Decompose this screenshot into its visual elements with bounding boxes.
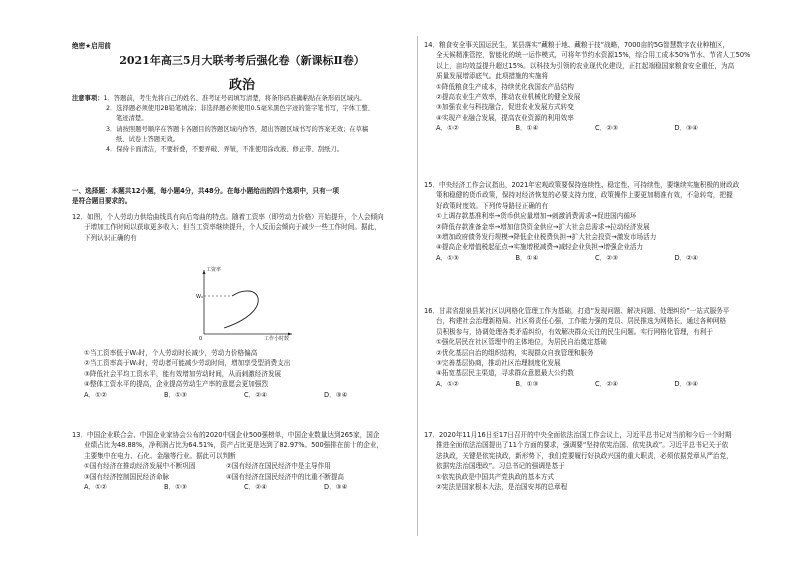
labor-supply-curve-diagram — [188, 262, 298, 342]
option: ③增加政府债务发行规模→降低企业税费负担→扩大社会投资→激发市场活力 — [436, 233, 657, 242]
question-text: 主要集中在电力、石化、金融等行业。据此可以判断 — [84, 451, 236, 460]
answer-c[interactable]: C．②④ — [244, 390, 268, 399]
question-text: 依据宪法治国理政”。习总书记的强调是基于 — [436, 462, 565, 471]
answer-a[interactable]: A．①② — [84, 390, 107, 399]
question-text: 16．甘肃省甜泉县某社区以网格化管理工作为基础，打造“发现问题、解决问题、处理纠纷”一站式服务平 — [424, 307, 730, 315]
question-text: 17．2020年11月16日至17日召开的中央全面依法治国工作会议上，习近平总书记对当前和今后一个时期 — [424, 431, 732, 439]
question-text: 策和稳健的货币政策，保持对经济恢复的必要支持力度，政策操作上要更加精准有效，不急转弯，把握 — [436, 191, 733, 200]
option: ①强化居民在社区管理中的主体地位，为居民自治奠定基础 — [436, 338, 607, 347]
answer-d[interactable]: D．③④ — [324, 483, 348, 492]
subject-title: 政治 — [228, 78, 255, 93]
option: ④拓宽基层民主渠道，寻求群众意愿最大公约数 — [436, 369, 574, 378]
answer-choices — [84, 390, 412, 400]
answer-c[interactable]: C．②③ — [595, 253, 619, 262]
question-text: 13．中国企业联合会、中国企业家协会公布的2020中国企业500强榜单，中国企业数量达到265家，国企 — [72, 431, 380, 439]
option: ①上调存款基准利率→货币供应量增加→刺激消费需求→促进国内循环 — [436, 212, 637, 221]
section-heading-line: 是符合题目要求的。 — [72, 197, 132, 206]
option: ①降低粮食生产成本，持续优化我国农产品结构 — [436, 82, 574, 91]
option: ②国有经济在国民经济中是主导作用 — [226, 462, 331, 471]
note-item: 1．答题前，考生先将自己的姓名、准考证号码填写清楚，将条形码准确粘贴在条形码区域内。 — [103, 95, 366, 102]
exam-notes — [72, 94, 412, 155]
y-axis-label: 工资率 — [206, 267, 222, 273]
answer-c[interactable]: C．②④ — [244, 483, 268, 492]
option: ①当工资率低于W₀时，个人劳动时长减少，劳动力价格偏高 — [84, 349, 258, 357]
question-text: 质量发展增添底气。此项措施的实施将 — [436, 72, 549, 81]
answer-a[interactable]: A．①② — [84, 483, 107, 492]
note-item: 4．保持卡面清洁，不要折叠，不要弄破、弄皱，不准使用涂改液、修正带、刮纸刀。 — [106, 146, 343, 154]
answer-b[interactable]: B．①③ — [515, 379, 539, 388]
secret-tag: 绝密★启用前 — [72, 42, 111, 50]
answer-c[interactable]: C．②③ — [595, 124, 619, 133]
option: ②降低存款准备金率→增加信贷资金供应→扩大社会总需求→拉动经济发展 — [436, 222, 650, 231]
answer-choices — [84, 482, 412, 492]
answer-d[interactable]: D．③④ — [674, 124, 698, 133]
question-text: 12．如图，个人劳动力供给曲线具有向后弯曲的特点。随着工资率（即劳动力价格）开始提升，个人会倾向 — [72, 213, 384, 221]
note-item: 2．选择题必须使用2B铅笔填涂；非选择题必须使用0.5毫米黑色字迹的签字笔书写，字体工整、 — [106, 105, 374, 113]
option: ③国有经济控制国民经济命脉 — [84, 472, 170, 481]
answer-d[interactable]: D．③④ — [674, 379, 698, 388]
answer-a[interactable]: A．①② — [436, 379, 459, 388]
answer-choices — [436, 379, 754, 389]
exam-title: 2021年高三5月大联考考后强化卷（新课标Ⅱ卷） — [119, 54, 365, 67]
question-text: 员积极参与，协调处理各类矛盾纠纷，有效解决群众关注的民生问题。实行网格化管理，有利于 — [436, 327, 713, 336]
question-text: 好政策时度效。下列传导路径正确的有 — [436, 201, 549, 210]
option: ①依宪执政是中国共产党执政的基本方式 — [436, 472, 555, 481]
question-text: 台，构建社会治理新格局。社区将责任心强，工作能力强的党员、居民推选为网格长，通过各种网格 — [436, 317, 727, 326]
section-heading-line: 一、选择题：本题共12小题，每小题4分，共48分。在每小题给出的四个选项中，只有一项 — [72, 187, 339, 195]
question-14 — [424, 40, 754, 134]
w0-label: W₀ — [196, 294, 203, 300]
option: ③加强农业与科技融合，促进农业发展方式转变 — [436, 103, 574, 112]
option: ④提高企业增值税起征点→实施增税减费→减轻企业负担→增强企业活力 — [436, 243, 644, 252]
answer-choices — [436, 123, 754, 133]
question-text: 全天候精准管控，智能化的统一运作模式，可将年节约水资源15%，综合用工成本50%节水、节省人工50% — [436, 51, 751, 60]
answer-c[interactable]: C．②④ — [595, 379, 619, 388]
note-item: 纸、试卷上答题无效。 — [116, 135, 179, 143]
question-text: 14．粮食安全事关国运民生，某县落实“藏粮于地、藏粮于技”战略，7000亩的5G智慧数字农业种植区， — [424, 41, 730, 49]
option: ①国有经济在推动经济发展中不断巩固 — [84, 462, 196, 471]
column-divider — [417, 36, 418, 536]
question-12 — [72, 212, 412, 243]
question-13 — [72, 430, 412, 492]
answer-d[interactable]: D．③④ — [324, 390, 348, 399]
option: ③完善基层协商，推动社区治理制度化发展 — [436, 359, 561, 368]
question-text: 于增加工作时间以获取更多收入；但当工资率继续提升，个人反而会倾向于减少一些工作时间。据此， — [84, 223, 381, 232]
notes-label: 注意事项： — [72, 95, 104, 102]
option: ②当工资率高于W₀时，劳动者可能减少劳动时间，增加享受型消费支出 — [84, 359, 291, 368]
question-16 — [424, 306, 754, 389]
question-text: 以上，亩均效益提升超过15%。以科技为引领的农业现代化建设，正扛起端稳国家粮食安全重任，为高 — [436, 61, 735, 70]
answer-a[interactable]: A．①② — [436, 124, 459, 133]
x-axis-label: 工作小时数 — [264, 336, 290, 342]
question-text: 推进全面依法治国提出了11个方面的要求，强调要“坚持依宪治国、依宪执政”。习近平总书记关于依 — [436, 441, 729, 450]
question-17 — [424, 430, 754, 492]
option: ④国有经济在国民经济中的比重不断提高 — [226, 472, 345, 481]
option: ③降低社会平均工资水平，能有效增加劳动时间，从而刺激经济发展 — [84, 369, 282, 378]
question-12-options — [84, 348, 412, 400]
answer-b[interactable]: B．①③ — [164, 483, 187, 492]
answer-d[interactable]: D．②④ — [674, 253, 698, 262]
question-text: 15．中央经济工作会议指出，2021年宏观政策要保持连续性、稳定性、可持续性，要继续实施积极的财政政 — [424, 181, 740, 189]
question-text: 业绩占比为48.88%，净利润占比为64.51%，资产占比更是达到了82.97%。500强排在前十的企业， — [84, 441, 384, 450]
answer-choices — [436, 253, 754, 263]
section-heading — [72, 186, 412, 207]
answer-b[interactable]: B．①③ — [164, 390, 187, 399]
answer-b[interactable]: B．①④ — [515, 253, 539, 262]
answer-a[interactable]: A．①③ — [436, 253, 459, 262]
question-text: 下列认识正确的有 — [84, 233, 137, 242]
option: ④实现产业融合发展，提高农业资源的利用效率 — [436, 113, 574, 122]
option: ②宪法是国家根本大法，是治国安邦的总章程 — [436, 483, 568, 492]
answer-b[interactable]: B．①④ — [515, 124, 539, 133]
option: ④整体工资水平的提高，企业提高劳动生产率的意愿会更加强烈 — [84, 380, 268, 389]
note-item: 笔迹清楚。 — [116, 115, 148, 123]
origin-label: 0 — [199, 336, 203, 342]
option: ②优化基层自治的组织结构，实现群众自我管理和服务 — [436, 348, 594, 357]
option: ②提高农业生产效率，推动农业机械化的健全发展 — [436, 93, 581, 102]
question-15 — [424, 180, 754, 263]
note-item: 3．请按照题号顺序在答题卡各题目的答题区域内作答，超出答题区域书写的答案无效；在草稿 — [106, 125, 369, 133]
supply-curve — [224, 291, 258, 328]
question-text: 法执政，关键是依宪执政，新形势下，我们党要履行好执政兴国的重大职责，必须依据党章从严治党， — [436, 451, 733, 460]
